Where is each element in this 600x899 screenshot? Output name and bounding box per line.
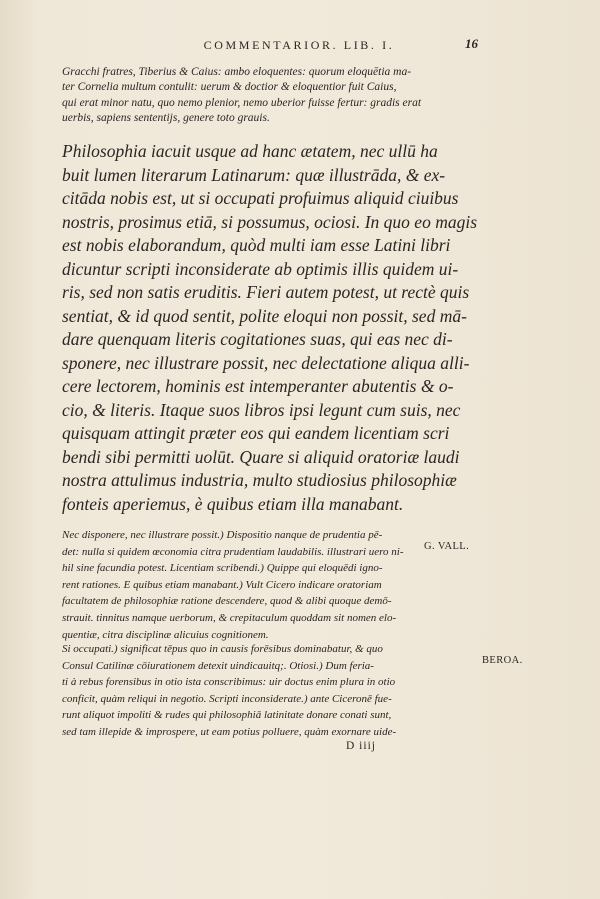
commentary-line: facultatem de philosophiæ ratione descendere, quod & alibi quoque demō- — [62, 595, 392, 608]
main-line: citāda nobis est, ut si occupati profuimus aliquid ciuibus — [62, 188, 459, 208]
main-line: est nobis elaborandum, quòd multi iam esse Latini libri — [62, 235, 451, 255]
intro-line: Gracchi fratres, Tiberius & Caius: ambo eloquentes: quorum eloquētia ma- — [62, 66, 412, 78]
commentary-line: strauit. tinnitus namque uerborum, & crepitaculum quoddam sit nomen elo- — [62, 611, 397, 624]
main-line: fonteis aperiemus, è quibus etiam illa manabant. — [62, 493, 404, 514]
main-line: dicuntur scripti inconsiderate ab optimis illis quidem ui- — [62, 258, 459, 279]
running-title: COMMENTARIOR. LIB. I. — [203, 38, 395, 52]
main-line: sponere, nec illustrare possit, nec delectatione aliqua alli- — [62, 352, 470, 373]
main-line: quisquam attingit præter eos qui eandem licentiam scri — [62, 423, 450, 443]
commentary-line: sed tam illepide & improspere, ut eam potius polluere, quàm exornare uide- — [62, 725, 397, 738]
side-label-beroaldus: BEROA. — [482, 655, 523, 666]
side-label-valla: G. VALL. — [424, 541, 470, 552]
commentary-line: runt aliquot impoliti & rudes qui philosophiā latinitate donare conati sunt, — [62, 709, 392, 722]
main-line: nostris, prosimus etiā, si possumus, ociosi. In quo eo magis — [62, 211, 478, 232]
commentary-line: det: nulla si quidem œconomia citra prudentiam laudabilis. illustrari uero ni- — [62, 545, 404, 558]
main-line: nostra attulimus industria, multo studiosius philosophiæ — [62, 470, 457, 490]
main-line: dare quenquam literis cogitationes suas, qui eas nec di- — [62, 329, 453, 349]
intro-line: qui erat minor natu, quo nemo plenior, nemo uberior fuisse fertur: gradis erat — [62, 96, 422, 109]
intro-line: ter Cornelia multum contulit: uerum & doctior & eloquentior fuit Caius, — [62, 81, 397, 94]
main-text — [62, 140, 487, 516]
intro-line: uerbis, sapiens sententijs, genere toto grauis. — [62, 112, 270, 125]
commentary-line: conficit, quàm reliqui in negotio. Scripti inconsiderate.) ante Ciceronē fue- — [62, 692, 392, 705]
commentary-beroaldus — [62, 641, 492, 741]
intro-passage — [62, 65, 542, 127]
commentary-line: ti à rebus forensibus in otio ista conscribimus: uir doctus enim plura in otio — [62, 676, 396, 689]
main-line: ris, sed non satis eruditis. Fieri autem potest, ut rectè quis — [62, 282, 470, 302]
commentary-line: Nec disponere, nec illustrare possit.) Dispositio nanque de prudentia pē- — [62, 529, 383, 541]
commentary-line: Si occupati.) significat tēpus quo in causis forēsibus dominabatur, & quo — [62, 643, 383, 655]
main-line: buit lumen literarum Latinarum: quæ illustrāda, & ex- — [62, 164, 446, 185]
commentary-line: rent rationes. E quibus etiam manabant.) Vult Cicero indicare oratoriam — [62, 578, 382, 591]
main-line: cio, & literis. Itaque suos libros ipsi legunt cum suis, nec — [62, 399, 461, 420]
main-line: sentiat, & id quod sentit, polite eloqui non possit, sed mā- — [62, 305, 467, 326]
commentary-line: quentiæ, citra disciplinæ alicuius cognitionem. — [62, 628, 269, 641]
main-line: bendi sibi permitti uolūt. Quare si aliquid oratoriæ laudi — [62, 446, 460, 467]
commentary-line: hil sine facundia potest. Licentiam scribendi.) Quippe qui eloquēdi igno- — [62, 562, 383, 575]
main-line: Philosophia iacuit usque ad hanc ætatem, nec ullū ha — [62, 141, 438, 161]
main-line: cere lectorem, hominis est intemperanter abutentis & o- — [62, 376, 454, 396]
folio-number: 16 — [465, 36, 478, 51]
commentary-line: Consul Catilinæ cōiurationem detexit uindicauitq;. Otiosi.) Dum feria- — [62, 659, 374, 672]
signature-mark: D iiij — [346, 740, 376, 752]
